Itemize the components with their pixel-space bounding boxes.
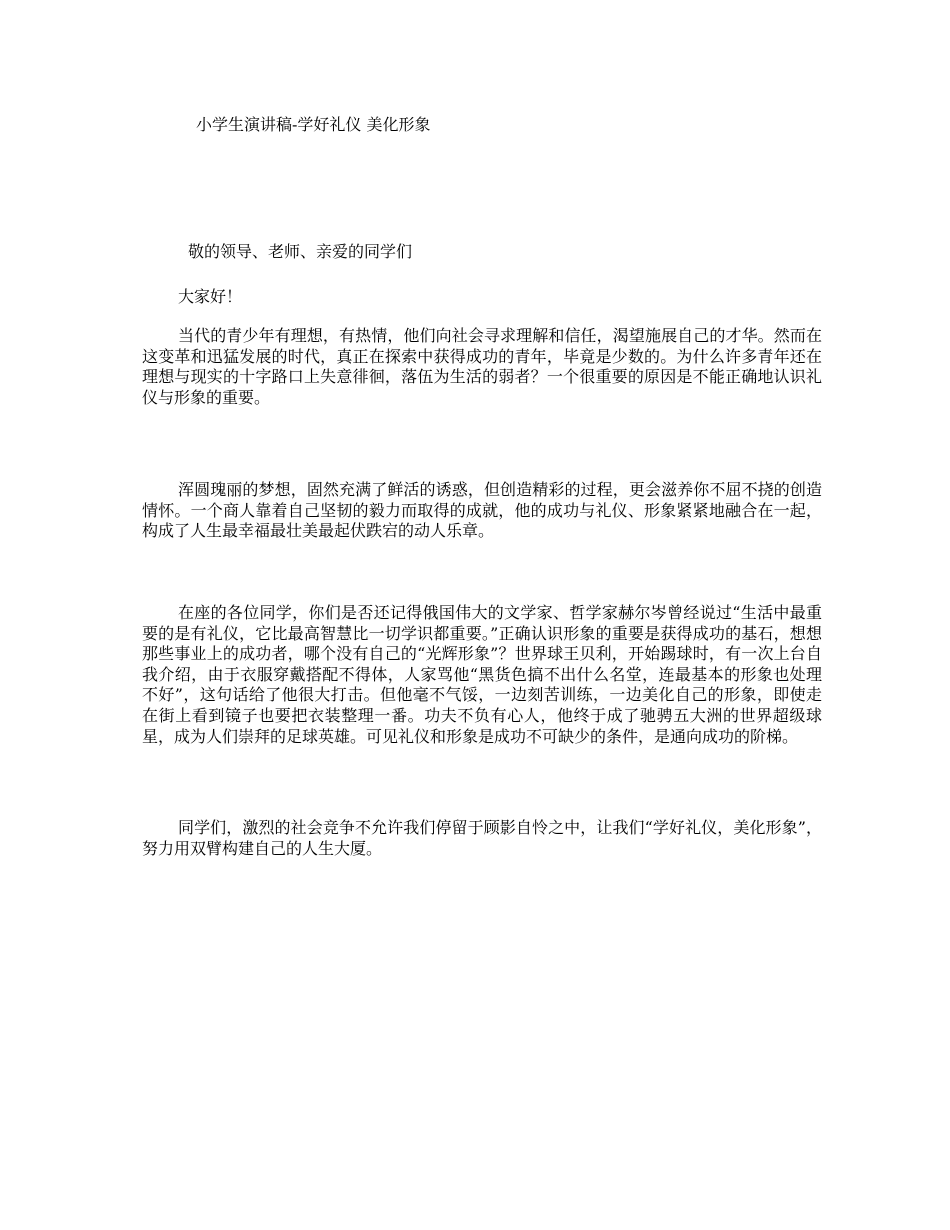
greeting: 大家好！ <box>178 287 243 306</box>
salutation: 敬的领导、老师、亲爱的同学们 <box>188 242 413 261</box>
paragraph-1: 当代的青少年有理想，有热情，他们向社会寻求理解和信任，渴望施展自己的才华。然而在这变革和迅猛发展的时代，真正在探索中获得成功的青年，毕竟是少数的。为什么许多青年还在理想与现实的十字路口上失意徘徊，落伍为生活的弱者？一个很重要的原因是不能正确地认识礼仪与形象的重要。 <box>142 326 822 407</box>
document-title: 小学生演讲稿-学好礼仪 美化形象 <box>196 115 431 134</box>
paragraph-2: 浑圆瑰丽的梦想，固然充满了鲜活的诱惑，但创造精彩的过程，更会滋养你不屈不挠的创造情怀。一个商人靠着自己坚韧的毅力而取得的成就，他的成功与礼仪、形象紧紧地融合在一起，构成了人生最幸福最壮美最起伏跌宕的动人乐章。 <box>142 480 822 541</box>
paragraph-4: 同学们，激烈的社会竞争不允许我们停留于顾影自怜之中，让我们“学好礼仪，美化形象”，努力用双臂构建自己的人生大厦。 <box>142 818 822 858</box>
paragraph-3: 在座的各位同学，你们是否还记得俄国伟大的文学家、哲学家赫尔岑曾经说过“生活中最重要的是有礼仪，它比最高智慧比一切学识都重要。”正确认识形象的重要是获得成功的基石，想想那些事业上的成功者，哪个没有自己的“光辉形象”？世界球王贝利，开始踢球时，有一次上台自我介绍，由于衣服穿戴搭配不得体，人家骂他“黑货色搞不出什么名堂，连最基本的形象也处理不好”，这句话给了他很大打击。但他毫不气馁，一边刻苦训练，一边美化自己的形象，即使走在街上看到镜子也要把衣装整理一番。功夫不负有心人，他终于成了驰骋五大洲的世界超级球星，成为人们崇拜的足球英雄。可见礼仪和形象是成功不可缺少的条件，是通向成功的阶梯。 <box>142 603 822 746</box>
